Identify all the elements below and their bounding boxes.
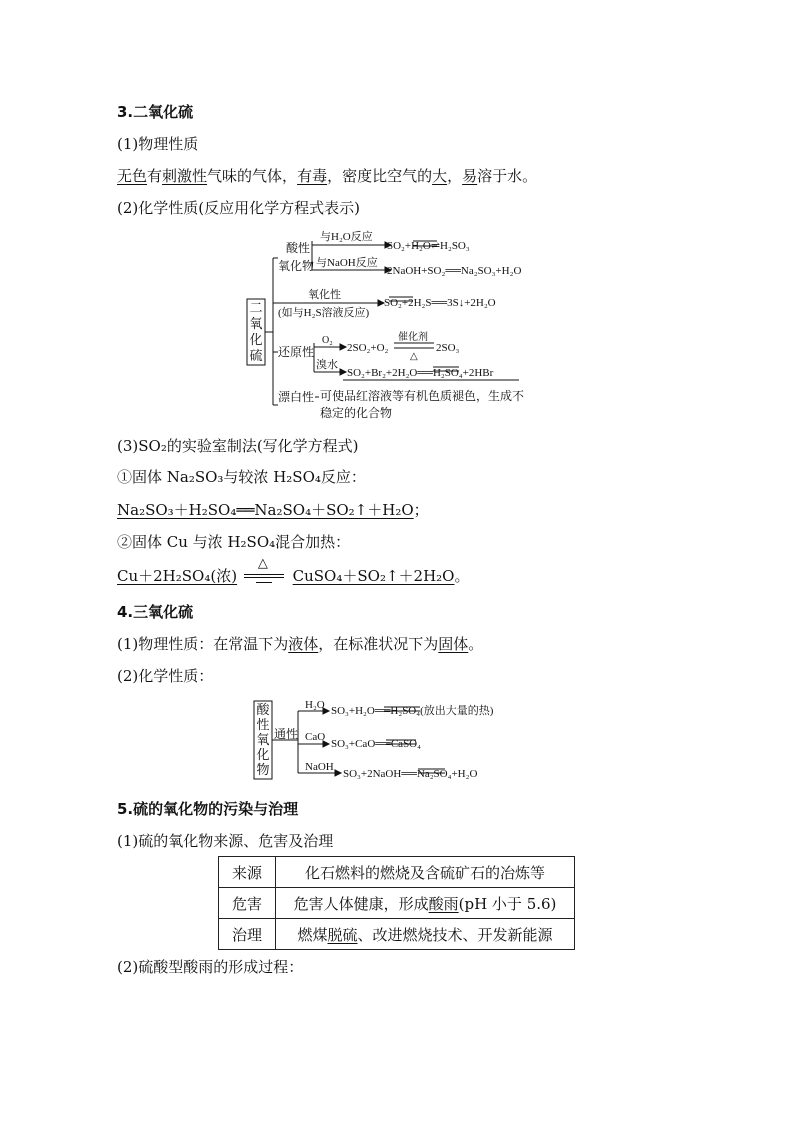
text: 气味的气体， [207,167,298,185]
s3-lab-title: (3)SO₂的实验室制法(写化学方程式) [117,437,359,455]
answer-blank: 大 [432,167,448,185]
answer-blank: 酸雨 [428,894,459,913]
cond-h2o: 与H₂O反应 [320,231,373,243]
so3-cond-cao: CaO [305,731,326,743]
so3-branch-general: 通性 [274,727,299,741]
text: (1)物理性质：在常温下为 [117,635,289,653]
so3-cond-naoh: NaOH [305,761,334,773]
eq-so2-br2: SO₂+Br₂+2H₂O══H₂SO₄+2HBr [347,367,494,379]
text: ， [447,167,463,185]
eq-so2-naoh: 2NaOH+SO₂══Na₂SO₃+H₂O [387,265,522,277]
text: 有 [147,167,163,185]
bleaching-desc-1: 可使品红溶液等有机色质褪色，生成不 [320,389,525,403]
s5-table-title: (1)硫的氧化物来源、危害及治理 [117,832,334,850]
eq-heat: △ [410,351,418,362]
text: 危害人体健康，形成 [293,894,429,913]
table-key: 来源 [219,857,276,888]
eq-so2-h2o: SO₂+H₂O⇌H₂SO₃ [387,240,470,252]
cond-naoh: 与NaOH反应 [316,257,378,269]
text: 。 [454,567,470,585]
text: 燃煤 [297,925,328,944]
s5-acid-rain-title: (2)硫酸型酸雨的形成过程： [117,958,304,976]
answer-blank: CuSO₄＋SO₂↑＋2H₂O [292,567,455,585]
table-value [276,919,575,950]
table-row [219,888,575,919]
cond-bromine-water: 溴水 [316,359,338,371]
answer-blank: 有毒 [297,167,328,185]
s4-chemical-title: (2)化学性质： [117,667,214,685]
answer-blank: Na₂SO₃＋H₂SO₄══Na₂SO₄＋SO₂↑＋H₂O [117,501,414,519]
so3-eq-cao: SO₃+CaO══CaSO₄ [331,738,421,750]
table-row [219,919,575,950]
text: ，在标准状况下为 [318,635,439,653]
text: 化石燃料的燃烧及含硫矿石的冶炼等 [304,863,545,882]
text: 、改进燃烧技术、开发新能源 [357,925,553,944]
answer-blank: 无色 [117,167,148,185]
s3-physical-title: (1)物理性质 [117,135,199,153]
so3-eq-naoh: SO₃+2NaOH══Na₂SO₄+H₂O [343,768,478,780]
so3-root-char: 酸性氧化物 [256,702,270,777]
table-value [276,888,575,919]
text: (pH 小于 5.6) [458,894,557,913]
section-3-title: 3.二氧化硫 [117,103,194,121]
heat-condition: △ [257,556,268,571]
branch-reducing: 还原性 [278,345,315,359]
answer-blank: 易 [462,167,478,185]
answer-blank: 脱硫 [327,925,358,944]
branch-oxidizing: 氧化性 [308,289,341,301]
table-key: 治理 [219,919,276,950]
branch-acid-l1: 酸性 [286,241,311,255]
s3-lab-item-1: ①固体 Na₂SO₃与较浓 H₂SO₄反应： [117,468,366,486]
diagram-root-char: 二氧化硫 [249,300,263,363]
eq-so2-o2-right: 2SO₃ [436,342,460,354]
branch-oxidizing-note: (如与H₂S溶液反应) [278,307,370,319]
text: ； [413,501,429,519]
branch-bleaching: 漂白性 [278,390,315,404]
answer-blank: 液体 [288,635,319,653]
table-value [276,857,575,888]
eq-so2-o2-left: 2SO₂+O₂ [347,342,389,354]
cond-o2: O₂ [322,335,333,346]
s3-chemical-title: (2)化学性质(反应用化学方程式表示) [117,199,360,217]
eq-so2-h2s: SO₂+2H₂S══3S↓+2H₂O [384,297,496,309]
text: 。 [468,635,484,653]
so3-eq-h2o: SO₃+H₂O══H₂SO₄(放出大量的热) [331,705,494,717]
table-row [219,857,575,888]
bleaching-desc-2: 稳定的化合物 [320,406,393,420]
s3-lab-item-2: ②固体 Cu 与浓 H₂SO₄混合加热： [117,533,351,551]
text: ，密度比空气的 [327,167,433,185]
section-4-title: 4.三氧化硫 [117,603,194,621]
answer-blank: 固体 [438,635,469,653]
answer-blank: Cu＋2H₂SO₄(浓) [117,567,238,585]
branch-acid-l2: 氧化物 [278,259,315,273]
answer-blank: 刺激性 [162,167,208,185]
table-key: 危害 [219,888,276,919]
sulfur-oxide-table [218,856,575,950]
eq-catalyst: 催化剂 [398,332,428,343]
section-5-title: 5.硫的氧化物的污染与治理 [117,800,299,818]
text: 溶于水。 [477,167,538,185]
so3-cond-h2o: H₂O [305,699,325,711]
